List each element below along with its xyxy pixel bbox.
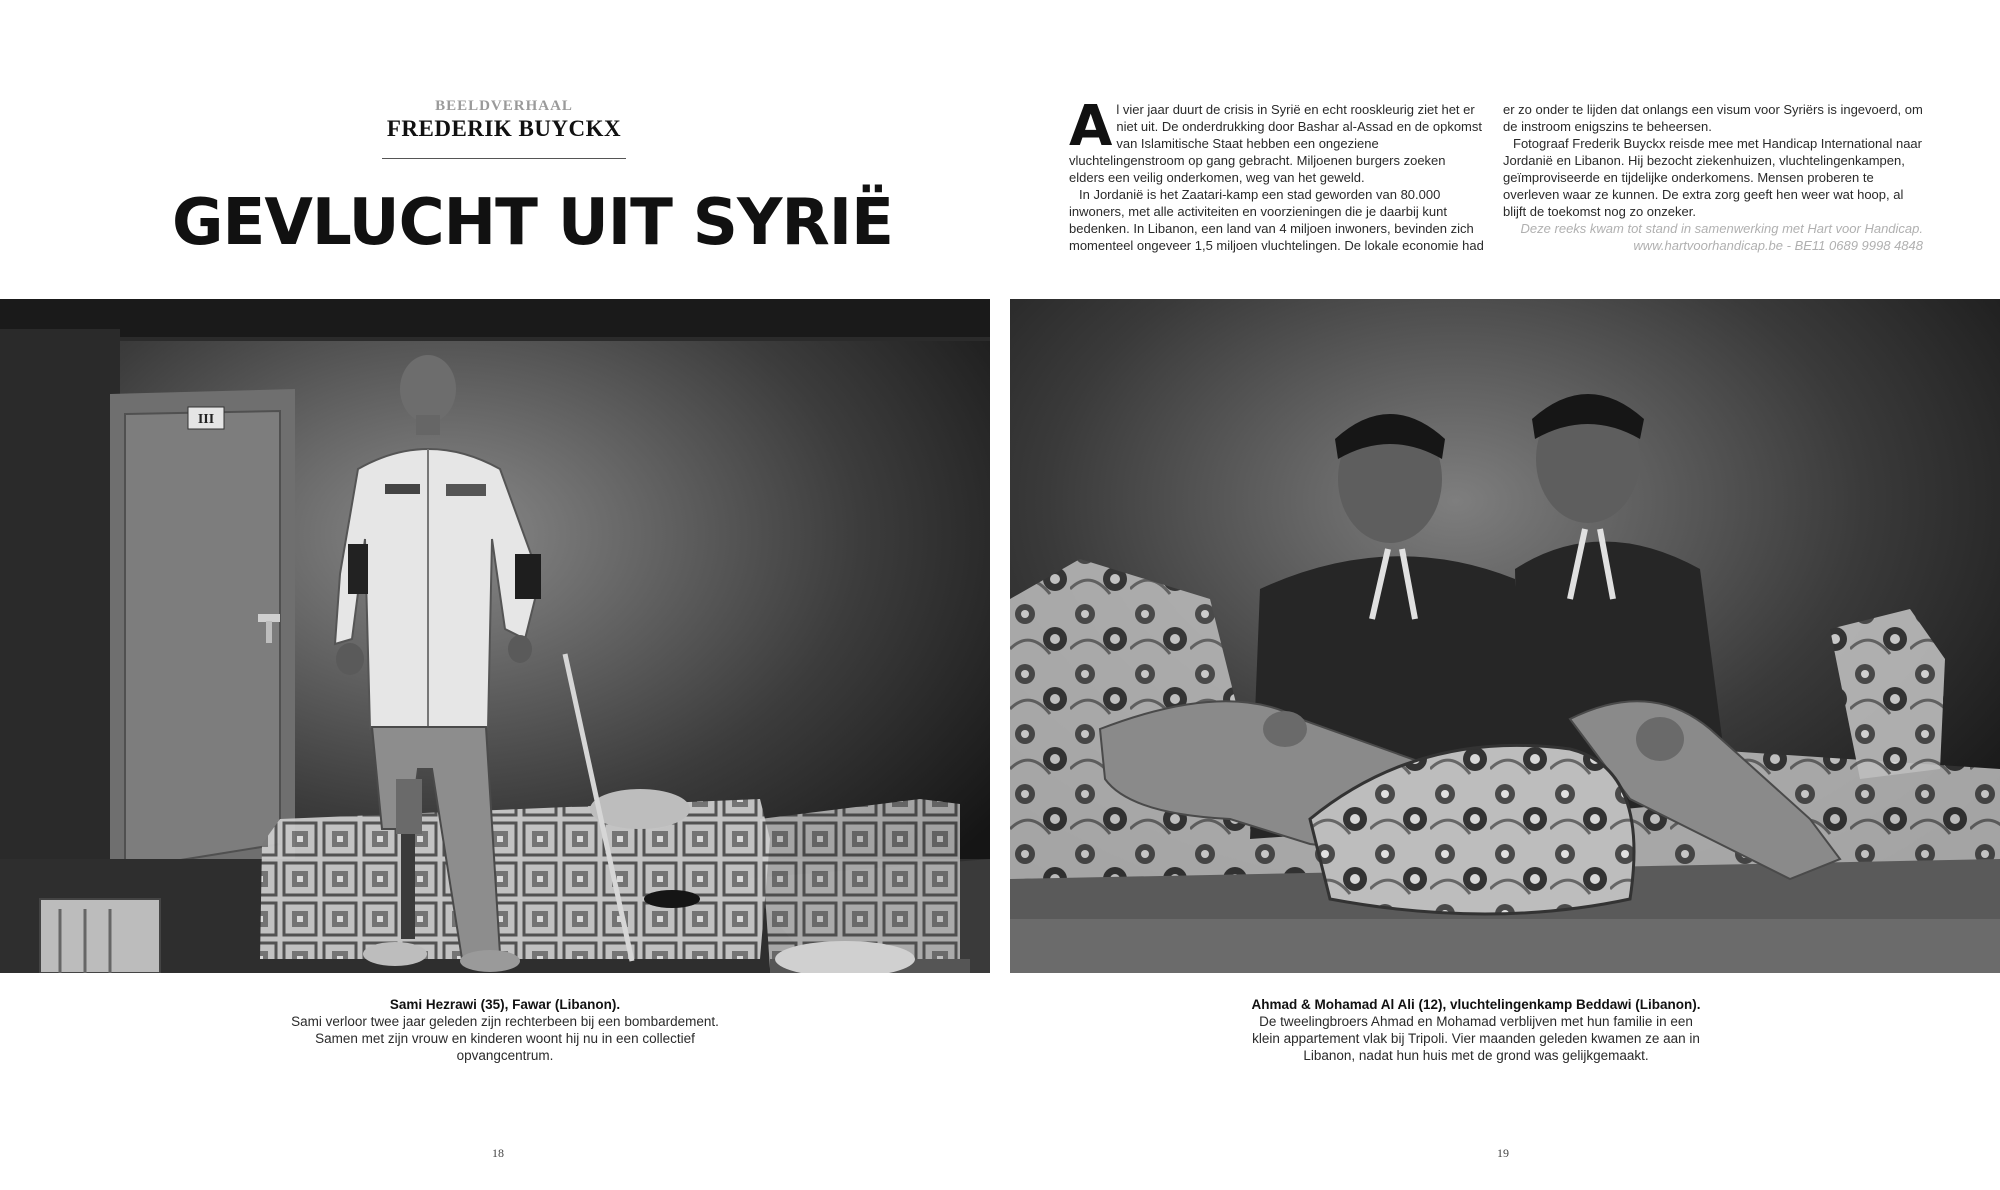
caption-body: Sami verloor twee jaar geleden zijn rechterbeen bij een bombardement. Samen met zijn vrouw en kinderen woont hij nu in een collectief opvangcentrum. <box>291 1014 719 1063</box>
intro-column-1 <box>1069 94 1484 254</box>
intro-paragraph: Fotograaf Frederik Buyckx reisde mee met Handicap International naar Jordanië en Libanon. Hij bezocht ziekenhuizen, vluchtelingenkampen, geïmproviseerde en tijdelijke onderkomens. Mensen proberen te overleven waar ze kunnen. De extra zorg geeft hen weer wat hoop, al blijft de toekomst nog zo onzeker. <box>1503 136 1922 219</box>
header-divider <box>382 158 626 159</box>
intro-text: l vier jaar duurt de crisis in Syrië en echt rooskleurig ziet het er niet uit. De onderdrukking door Bashar al-Assad en de opkomst van Islamitische Staat hebben een ongeziene vluchtelingenstroom op gang gebracht. Miljoenen burgers zoeken elders een veilig onderkomen, weg van het geweld. <box>1069 102 1482 185</box>
intro-paragraph <box>1069 94 1484 186</box>
photographer-name: FREDERIK BUYCKX <box>386 116 622 141</box>
intro-column-2 <box>1503 101 1923 254</box>
caption-body: De tweelingbroers Ahmad en Mohamad verblijven met hun familie in een klein appartement vlak bij Tripoli. Vier maanden geleden kwamen ze aan in Libanon, nadat hun huis met de grond was gelijkgemaakt. <box>1252 1014 1700 1063</box>
intro-paragraph: er zo onder te lijden dat onlangs een visum voor Syriërs is ingevoerd, om de instroom enigszins te beheersen. <box>1503 102 1923 134</box>
caption-title: Ahmad & Mohamad Al Ali (12), vluchtelingenkamp Beddawi (Libanon). <box>1251 997 1701 1012</box>
door-number-label: III <box>197 412 215 427</box>
page-number-right: 19 <box>1497 1146 1509 1160</box>
caption-title: Sami Hezrawi (35), Fawar (Libanon). <box>389 997 621 1012</box>
caption-right <box>1246 996 1706 1064</box>
photo-sami-hezrawi <box>0 299 990 973</box>
intro-paragraph: In Jordanië is het Zaatari-kamp een stad geworden van 80.000 inwoners, met alle activiteiten en voorzieningen die je daarbij kunt bedenken. In Libanon, een land van 4 miljoen inwoners, bevinden zich momenteel ongeveer 1,5 miljoen vluchtelingen. De lokale economie had <box>1069 187 1484 253</box>
article-headline: GEVLUCHT UIT SYRIË <box>172 186 893 260</box>
credit-line: Deze reeks kwam tot stand in samenwerking met Hart voor Handicap. <box>1520 221 1923 236</box>
photo-right-illustration <box>1010 299 2000 973</box>
credit-link: www.hartvoorhandicap.be - BE11 0689 9998 4848 <box>1633 238 1923 253</box>
photo-ahmad-mohamad-al-ali <box>1010 299 2000 973</box>
drop-cap: A <box>1069 94 1113 159</box>
caption-left <box>275 996 735 1064</box>
section-kicker: BEELDVERHAAL <box>435 98 573 114</box>
page-number-left: 18 <box>492 1146 504 1160</box>
photo-left-illustration <box>0 299 990 973</box>
